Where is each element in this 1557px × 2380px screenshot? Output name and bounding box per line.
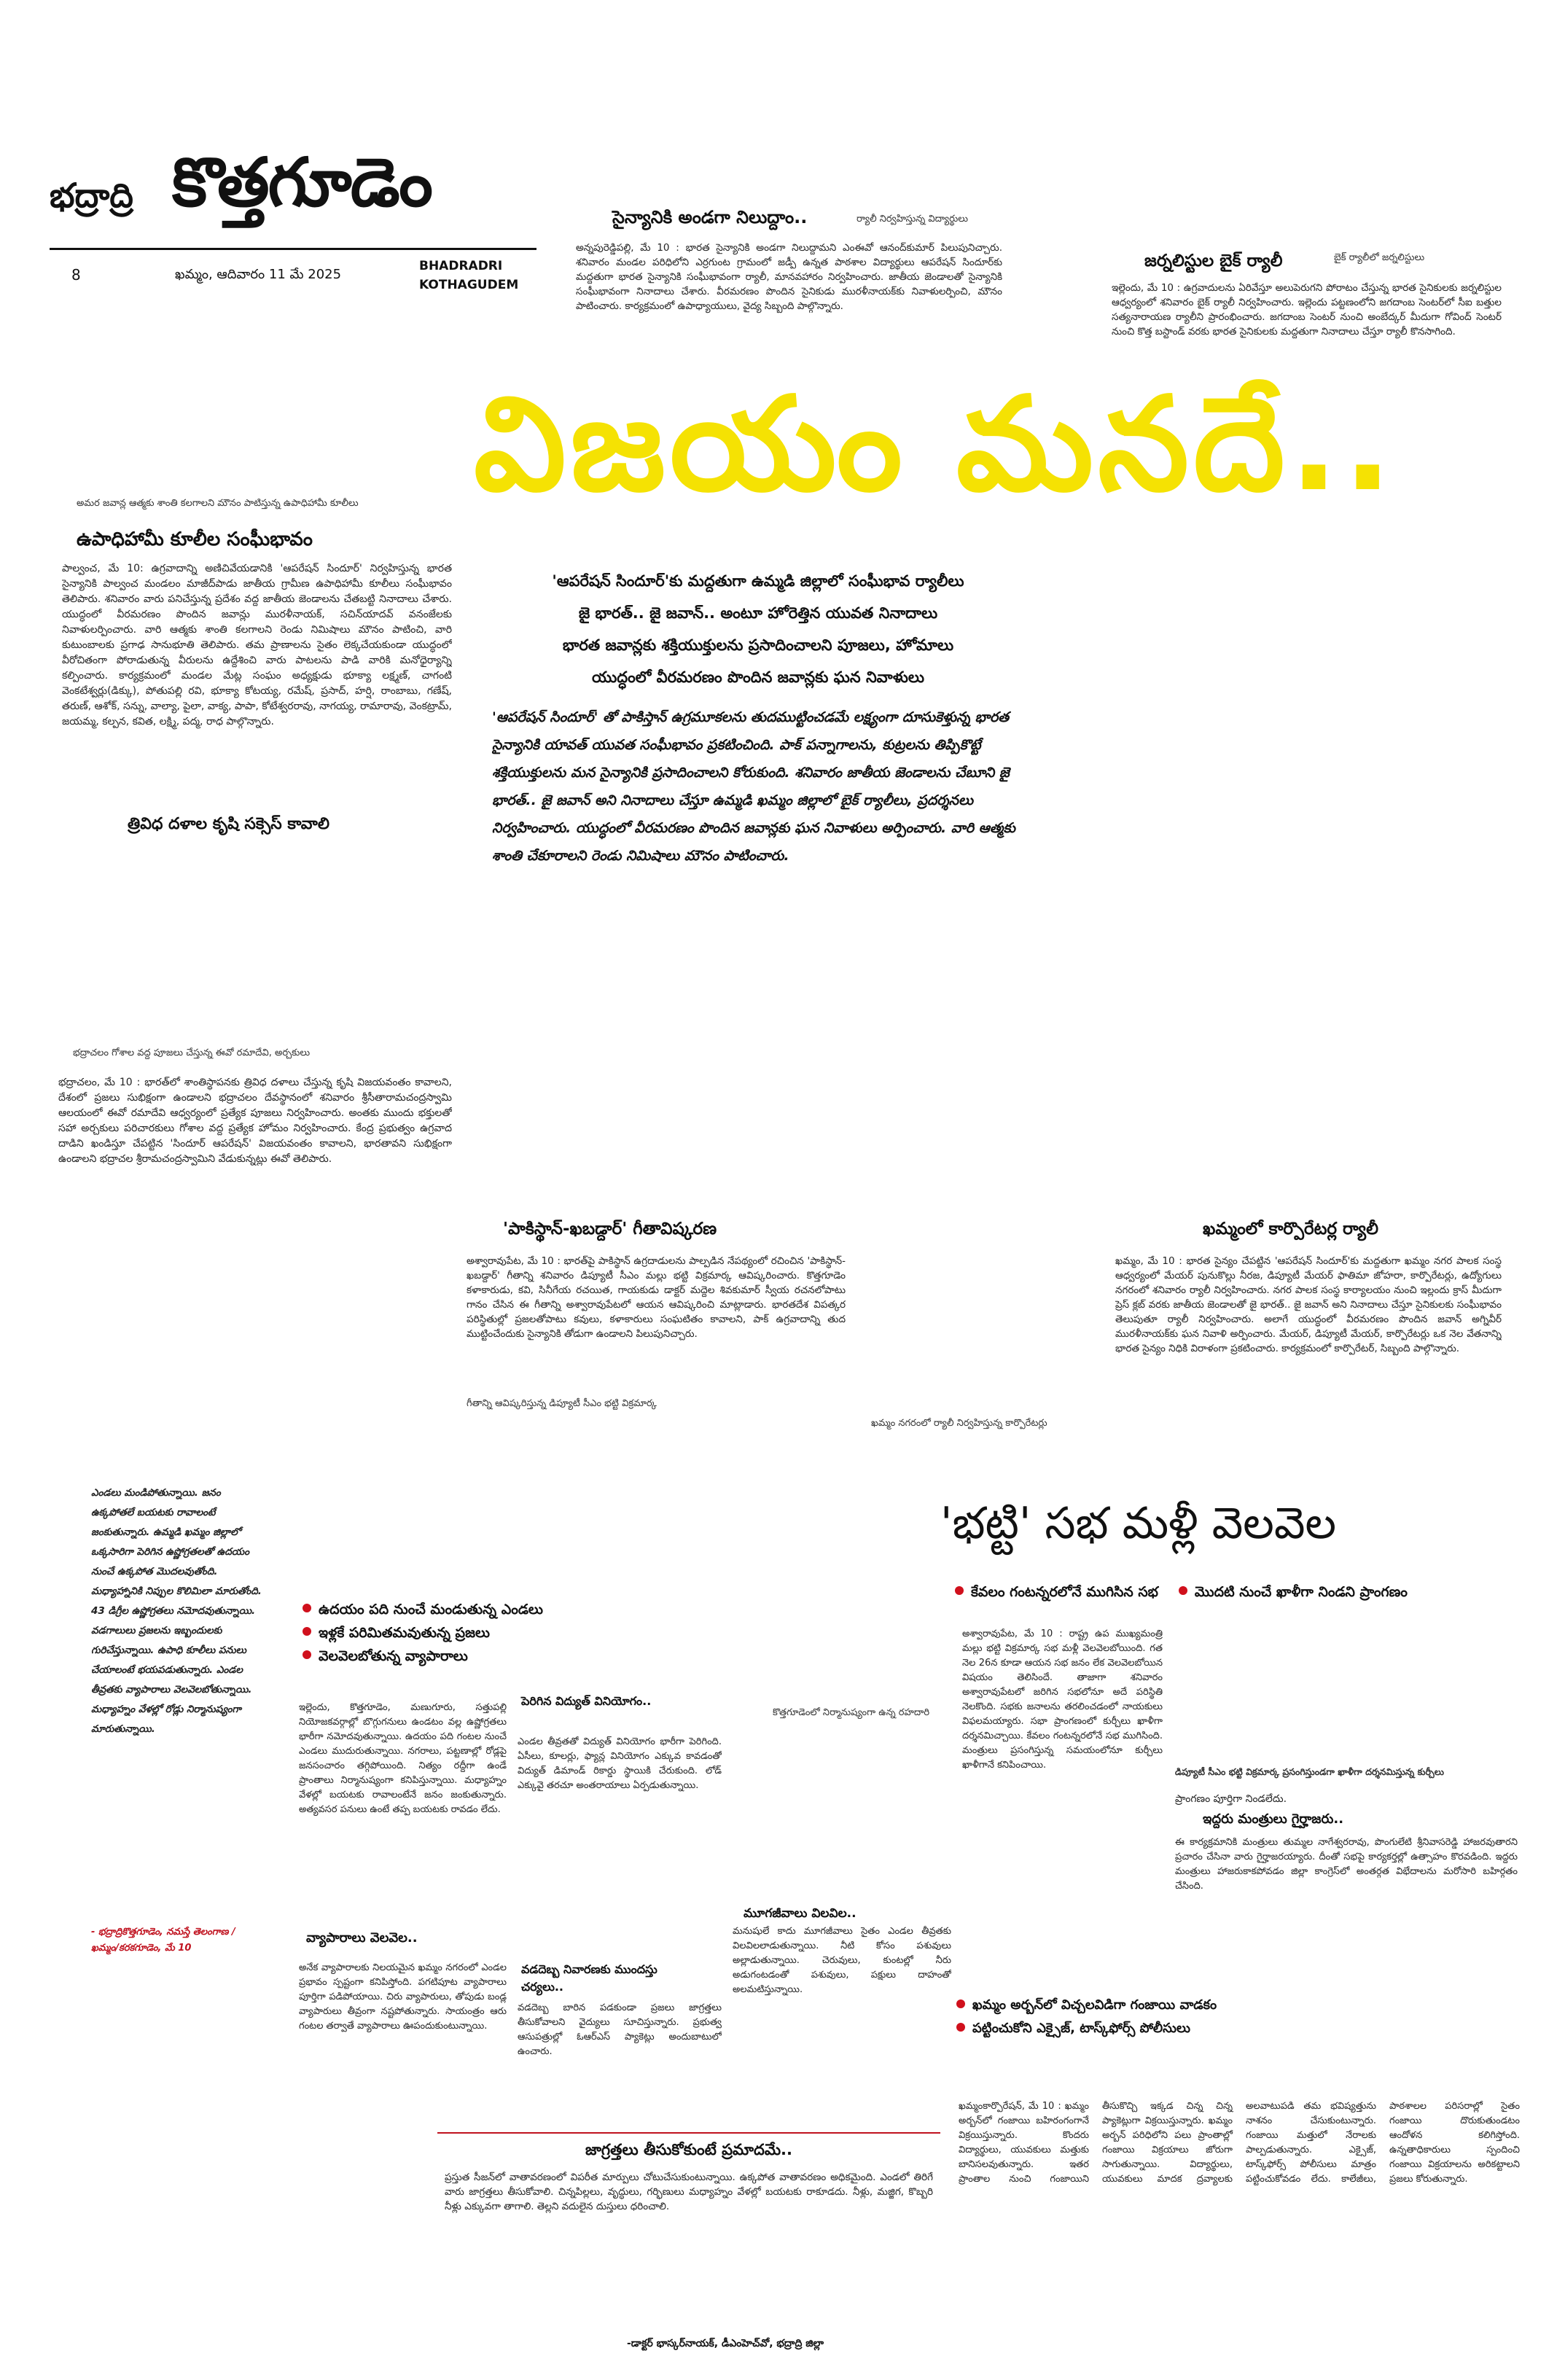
page-number: 8: [71, 266, 81, 284]
english-label-line1: BHADRADRI: [419, 259, 503, 273]
story-subheading: వడదెబ్బ నివారణకు ముందస్తు చర్యలు..: [521, 1962, 657, 1994]
story-body: అన్నపురెడ్డిపల్లి, మే 10 : భారత సైన్యానికి అండగా నిలుద్దామని ఎంఈవో ఆనంద్‌కుమార్ పిలుపునిచ్చారు. శనివారం మండల పరిధిలోని ఎర్రగుంట గ్రామంలో జడ్పీ ఉన్నత పాఠశాల విద్యార్థులు ఆపరేషన్ సిందూర్‌కు మద్దతుగా భారత సైన్యానికి సంఘీభావంగా ర్యాలీ, మానవహారం నిర్వహించారు. జాతీయ జెండాలతో సైన్యానికి సంఘీభావంగా నినాదాలు చేశారు. వీరమరణం పొందిన సైనికుడు మురళీనాయక్‌కు నివాళులర్పించి, మౌనం పాటించారు. కార్యక్రమంలో ఉపాధ్యాయులు, వైద్య సిబ్బంది పాల్గొన్నారు.: [576, 242, 1002, 312]
story-subheading: ఇద్దరు మంత్రులు గైర్హాజరు..: [1203, 1811, 1344, 1827]
photo-caption: బైక్ ర్యాలీలో జర్నలిస్టులు: [1334, 252, 1425, 263]
story-body: ఖమ్మం, మే 10 : భారత సైన్యం చేపట్టిన 'ఆపరేషన్ సిందూర్'కు మద్దతుగా ఖమ్మం నగర పాలక సంస్థ ఆధ్వర్యంలో మేయర్ పునుకొల్లు నీరజ, డిప్యూటీ మేయర్ ఫాతిమా జోహరా, కార్పొరేటర్లు, ఉద్యోగులు నగరంలో శనివారం ర్యాలీ నిర్వహించారు. నగర పాలక సంస్థ కార్యాలయం నుంచి ఇల్లందు క్రాస్ మీదుగా ప్రెస్ క్లబ్ వరకు జాతీయ జెండాలతో జై భారత్.. జై జవాన్ అని నినాదాలు చేస్తూ సైనికులకు సంఘీభావం తెలుపుతూ ర్యాలీ నిర్వహించారు. అలాగే యుద్ధంలో వీరమరణం పొందిన జవాన్ అగ్నివీర్ మురళీనాయక్‌కు ఘన నివాళి అర్పించారు. మేయర్, డిప్యూటీ మేయర్, కార్పొరేటర్లు ఒక నెల వేతనాన్ని భారత సైన్యం నిధికి విరాళంగా ప్రకటించారు. కార్యక్రమంలో కార్పొరేటర్, సిబ్బంది పాల్గొన్నారు.: [1115, 1255, 1502, 1354]
bullet-dot-icon: [956, 2023, 965, 2032]
subhead-line: భారత జవాన్లకు శక్తియుక్తులను ప్రసాదించాలని పూజలు, హోమాలు: [562, 636, 954, 654]
bullet-text: ఉదయం పది నుంచే మండుతున్న ఎండలు: [319, 1601, 543, 1618]
story-subheading: పెరిగిన విద్యుత్ వినియోగం..: [521, 1694, 652, 1708]
story-body: వడదెబ్బ బారిన పడకుండా ప్రజలు జాగ్రత్తలు తీసుకోవాలని వైద్యులు సూచిస్తున్నారు. ప్రభుత్వ ఆసుపత్రుల్లో ఓఆర్ఎస్ ప్యాకెట్లు అందుబాటులో ఉంచారు.: [518, 2002, 722, 2057]
bullet-item: [303, 1598, 711, 1621]
story-body: ఎండల తీవ్రతతో విద్యుత్ వినియోగం భారీగా పెరిగింది. ఏసీలు, కూలర్లు, ఫ్యాన్ల వినియోగం ఎక్కువ కావడంతో విద్యుత్ డిమాండ్ రికార్డు స్థాయికి చేరుకుంది. లోడ్ ఎక్కువై తరచూ అంతరాయాలు ఏర్పడుతున్నాయి.: [518, 1736, 722, 1791]
story-subheading: వ్యాపారాలు వెలవెల..: [306, 1930, 418, 1946]
bullet-item: [303, 1644, 711, 1668]
story-headline: జర్నలిస్టుల బైక్ ర్యాలీ: [1144, 251, 1283, 270]
story-subheadline: త్రివిధ దళాల కృషి సక్సెస్ కావాలి: [128, 815, 329, 833]
subhead-line: 'ఆపరేషన్ సిందూర్'కు మద్దతుగా ఉమ్మడి జిల్లాలో సంఘీభావ ర్యాలీలు: [552, 572, 964, 590]
bullet-dot-icon: [956, 1999, 965, 2008]
story-body: అశ్వారావుపేట, మే 10 : భారత్‌పై పాకిస్థాన్ ఉగ్రదాడులను పాల్పడిన నేపథ్యంలో రచించిన 'పాకిస్థాన్-ఖబడ్దార్' గీతాన్ని శనివారం డిప్యూటీ సీఎం మల్లు భట్టి విక్రమార్క ఆవిష్కరించారు. కొత్తగూడెం కళాకారుడు, కవి, సినీగేయ రచయిత, గాయకుడు డాక్టర్ మద్దెల శివకుమార్ స్వీయ రచనలోపాటు గానం చేసిన ఈ గీతాన్ని అశ్వారావుపేటలో ఆయన ఆవిష్కరించి మాట్లాడారు. భారతదేశ విపత్కర పరిస్థితుల్లో ప్రజలతోపాటు కవులు, కళాకారులు సంఘటితం కావాలని, పాక్ ఉగ్రవాదాన్ని తుద ముట్టించేందుకు సైన్యానికి తోడుగా ఉండాలని పిలుపునిచ్చారు.: [467, 1255, 846, 1340]
bullet-dot-icon: [303, 1627, 311, 1636]
story-body: ఇల్లెందు, కొత్తగూడెం, మణుగూరు, సత్తుపల్లి నియోజకవర్గాల్లో బొగ్గుగనులు ఉండటం వల్ల ఉష్ణోగ్రతలు భారీగా నమోదవుతున్నాయి. ఉదయం పది గంటల నుంచే ఎండలు ముదురుతున్నాయి. నగరాలు, పట్టణాల్లో రోడ్లపై జనసంచారం తగ్గిపోయింది. నిత్యం రద్దీగా ఉండే ప్రాంతాలు నిర్మానుష్యంగా కనిపిస్తున్నాయి. మధ్యాహ్నం వేళల్లో బయటకు రావాలంటేనే జనం జంకుతున్నారు. అత్యవసర పనులు ఉంటే తప్ప బయటకు రావడం లేదు.: [299, 1702, 507, 1815]
photo-caption: కొత్తగూడెంలో నిర్మానుష్యంగా ఉన్న రహదారి: [773, 1707, 930, 1718]
tips-box: [437, 2132, 940, 2363]
subhead-line: జై భారత్.. జై జవాన్.. అంటూ హోరెత్తిన యువత నినాదాలు: [578, 604, 938, 622]
ganja-bullets: [956, 1994, 1219, 2040]
bullet-dot-icon: [1179, 1586, 1187, 1595]
tips-box-credit: -డాక్టర్ భాస్కర్‌నాయక్, డీఎంహెచ్‌వో, భద్రాద్రి జిల్లా: [627, 2338, 824, 2349]
story-body: పాల్వంచ, మే 10: ఉగ్రవాదాన్ని అణిచివేయడానికి 'ఆపరేషన్ సిందూర్' నిర్వహిస్తున్న భారత సైన్యానికి పాల్వంచ మండలం మాజీద్‌పాడు జాతీయ గ్రామీణ ఉపాధిహామీ కూలీలు సంఘీభావం తెలిపారు. శనివారం వారు పనిచేస్తున్న ప్రదేశం వద్ద జాతీయ జెండాలను చేతబట్టి నినాదాలు చేశారు. యుద్ధంలో వీరమరణం పొందిన జవాన్లు మురళీనాయక్, సచిన్‌యాదవ్ వనంజేలకు నివాళులర్పించారు. వారి ఆత్మకు శాంతి కలగాలని రెండు నిమిషాలు మౌనం పాటించి, వారి కుటుంబాలకు ప్రగాఢ సానుభూతి తెలిపారు. తమ ప్రాణాలను సైతం లెక్కచేయకుండా యుద్ధంలో వీరోచితంగా పోరాడుతున్న వీరులను ఉద్దేశించి వారు పాటలను పాడి వారికి మనోధైర్యాన్ని కల్పించారు. కార్యక్రమంలో మండల మేట్ల సంఘం అధ్యక్షుడు భూక్యా లక్ష్మణ్, చాగంటి వెంకటేశ్వర్లు(డిక్కు), పోతుపల్లి రవి, భూక్యా కోటయ్య, రమేష్, ప్రసాద్, హర్షి, రాంబాబు, గణేష్, తరుణ్, ఆశోక్, సన్ను, వాల్యా, పైలా, వాక్య, పాపా, కోటేశ్వరరావు, నాగయ్య, రామారావు, వెంకట్రామ్, జయమ్మ, కల్పన, కవిత, లక్ష్మి, పద్మ, రాధ పాల్గొన్నారు.: [62, 563, 452, 727]
bullet-item: [956, 2017, 1219, 2040]
story-body: అశ్వారావుపేట, మే 10 : రాష్ట్ర ఉప ముఖ్యమంత్రి మల్లు భట్టి విక్రమార్క సభ మళ్లీ వెలవెలబోయింది. గత నెల 26న కూడా ఆయన సభ జనం లేక వెలవెలబోయిన విషయం తెలిసిందే. తాజాగా శనివారం అశ్వారావుపేటలో జరిగిన సభలోనూ అదే పరిస్థితి నెలకొంది. సభకు జనాలను తరలించడంలో నాయకులు విఫలమయ్యారు. సభా ప్రాంగణంలో కుర్చీలు ఖాళీగా దర్శనమిచ్చాయి. కేవలం గంటన్నరలోనే సభ ముగిసింది. మంత్రులు ప్రసంగిస్తున్న సమయంలోనూ కుర్చీలు ఖాళీగానే కనిపించాయి.: [962, 1628, 1163, 1771]
bullet-item: [1179, 1580, 1408, 1604]
masthead-prefix: భద్రాద్రి: [50, 176, 133, 215]
bullet-item: [956, 1994, 1219, 2017]
bullet-text: ఇళ్లకే పరిమితమవుతున్న ప్రజలు: [319, 1625, 490, 1641]
bullet-dot-icon: [955, 1586, 964, 1595]
bullet-text: మొదటి నుంచే ఖాళీగా నిండని ప్రాంగణం: [1194, 1584, 1408, 1600]
heat-credit: [91, 1924, 281, 1956]
story-headline: 'భట్టి' సభ మళ్లీ వెలవెల: [940, 1498, 1337, 1549]
story-body: ఖమ్మంకార్పొరేషన్, మే 10 : ఖమ్మం అర్బన్‌లో గంజాయి బహిరంగంగానే విక్రయిస్తున్నారు. కొందరు విద్యార్థులు, యువకులు మత్తుకు బానిసలవుతున్నారు. ఇతర ప్రాంతాల నుంచి గంజాయిని తీసుకొచ్చి ఇక్కడ చిన్న చిన్న ప్యాకెట్లుగా విక్రయిస్తున్నారు. ఖమ్మం అర్బన్ పరిధిలోని పలు ప్రాంతాల్లో గంజాయి విక్రయాలు జోరుగా సాగుతున్నాయి. విద్యార్థులు, యువకులు మాదక ద్రవ్యాలకు అలవాటుపడి తమ భవిష్యత్తును నాశనం చేసుకుంటున్నారు. గంజాయి మత్తులో నేరాలకు పాల్పడుతున్నారు. ఎక్సైజ్, టాస్క్‌ఫోర్స్ పోలీసులు మాత్రం పట్టించుకోవడం లేదు. కాలేజీలు, పాఠశాలల పరిసరాల్లో సైతం గంజాయి దొరుకుతుండటం ఆందోళన కలిగిస్తోంది. ఉన్నతాధికారులు స్పందించి గంజాయి విక్రయాలను అరికట్టాలని ప్రజలు కోరుతున్నారు.: [959, 2101, 1520, 2185]
heat-bullets: [303, 1598, 711, 1668]
story-kicker: అమర జవాన్ల ఆత్మకు శాంతి కలగాలని మౌనం పాటిస్తున్న ఉపాధిహామీ కూలీలు: [77, 498, 359, 509]
bhatti-bullets: [955, 1580, 1523, 1604]
bullet-text: వెలవెలబోతున్న వ్యాపారాలు: [319, 1648, 468, 1664]
english-label-line2: KOTHAGUDEM: [419, 278, 519, 292]
story-body: ప్రాంగణం పూర్తిగా నిండలేదు.: [1175, 1793, 1287, 1805]
bullet-text: కేవలం గంటన్నరలోనే ముగిసిన సభ: [971, 1584, 1158, 1600]
story-body: మనుషులే కాదు మూగజీవాలు సైతం ఎండల తీవ్రతకు విలవిలలాడుతున్నాయి. నీటి కోసం పశువులు అల్లాడుతున్నాయి. చెరువులు, కుంటల్లో నీరు అడుగంటడంతో పశువులు, పక్షులు దాహంతో అలమటిస్తున్నాయి.: [733, 1926, 951, 1995]
tips-box-body: ప్రస్తుత సీజన్‌లో వాతావరణంలో విపరీత మార్పులు చోటుచేసుకుంటున్నాయి. ఉక్కపోత వాతావరణం అధికమైంది. ఎండలో తిరిగే వారు జాగ్రత్తలు తీసుకోవాలి. చిన్నపిల్లలు, వృద్ధులు, గర్భిణులు మధ్యాహ్నం వేళల్లో బయటకు రాకూడదు. నీళ్లు, మజ్జిగ, కొబ్బరి నీళ్లు ఎక్కువగా తాగాలి. తెల్లని వదులైన దుస్తులు ధరించాలి.: [445, 2172, 933, 2212]
bullet-dot-icon: [303, 1650, 311, 1659]
story-headline: సైన్యానికి అండగా నిలుద్దాం..: [612, 207, 808, 227]
story-body: అనేక వ్యాపారాలకు నిలయమైన ఖమ్మం నగరంలో ఎండల ప్రభావం స్పష్టంగా కనిపిస్తోంది. పగటిపూట వ్యాపారాలు పూర్తిగా పడిపోయాయి. చిరు వ్యాపారులు, తోపుడు బండ్ల వ్యాపారులు తీవ్రంగా నష్టపోతున్నారు. సాయంత్రం ఆరు గంటల తర్వాతే వ్యాపారాలు ఊపందుకుంటున్నాయి.: [299, 1962, 507, 2032]
english-label: [419, 257, 518, 294]
issue-date: ఖమ్మం, ఆదివారం 11 మే 2025: [175, 267, 342, 282]
banner-intro: 'ఆపరేషన్ సిందూర్' తో పాకిస్తాన్ ఉగ్రమూకలను తుదముట్టించడమే లక్ష్యంగా దూసుకెళ్తున్న భారత సైన్యానికి యావత్ యువత సంఘీభావం ప్రకటించింది. పాక్ పన్నాగాలను, కుట్రలను తిప్పికొట్టే శక్తియుక్తులను మన సైన్యానికి ప్రసాదించాలని కోరుకుంది. శనివారం జాతీయ జెండాలను చేబూని జై భారత్.. జై జవాన్ అని నినాదాలు చేస్తూ ఉమ్మడి ఖమ్మం జిల్లాలో బైక్ ర్యాలీలు, ప్రదర్శనలు నిర్వహించారు. యుద్ధంలో వీరమరణం పొందిన జవాన్లకు ఘన నివాళులు అర్పించారు. వారి ఆత్మకు శాంతి చేకూరాలని రెండు నిమిషాలు మౌనం పాటించారు.: [492, 709, 1015, 864]
story-headline: 'పాకిస్థాన్-ఖబడ్దార్' గీతావిష్కరణ: [503, 1220, 717, 1238]
bullet-item: [955, 1580, 1158, 1604]
photo-caption: గీతాన్ని ఆవిష్కరిస్తున్న డిప్యూటీ సీఎం భట్టి విక్రమార్క: [467, 1398, 657, 1409]
banner-headline: విజయం మనదే..: [474, 369, 1397, 520]
photo-caption: ఖమ్మం నగరంలో ర్యాలీ నిర్వహిస్తున్న కార్పొరేటర్లు: [871, 1418, 1047, 1429]
masthead-title: కొత్తగూడెం: [172, 144, 432, 222]
photo-caption: భద్రాచలం గోశాల వద్ద పూజలు చేస్తున్న ఈవో రమాదేవి, అర్చకులు: [73, 1047, 311, 1058]
story-subheading: మూగజీవాలు విలవిల..: [744, 1906, 856, 1921]
masthead: [50, 144, 531, 244]
masthead-rule: [50, 248, 536, 250]
bullet-item: [303, 1621, 711, 1644]
bullet-dot-icon: [303, 1604, 311, 1612]
bullet-text: పట్టించుకోని ఎక్సైజ్, టాస్క్‌ఫోర్స్ పోలీసులు: [972, 2021, 1190, 2036]
heat-column: ఎండలు మండిపోతున్నాయి. జనం ఉక్కపోతలే బయటకు రావాలంటే జంకుతున్నారు. ఉమ్మడి ఖమ్మం జిల్లాలో ఒక్కసారిగా పెరిగిన ఉష్ణోగ్రతలతో ఉదయం నుంచే ఉక్కపోత మొదలవుతోంది. మధ్యాహ్నానికి నిప్పుల కొలిమిలా మారుతోంది. 43 డిగ్రీల ఉష్ణోగ్రతలు నమోదవుతున్నాయి. వడగాలులు ప్రజలను ఇబ్బందులకు గురిచేస్తున్నాయి. ఉపాధి కూలీలు పనులు చేయాలంటే భయపడుతున్నారు. ఎండల తీవ్రతకు వ్యాపారాలు వెలవెలబోతున్నాయి. మధ్యాహ్నం వేళల్లో రోడ్లు నిర్మానుష్యంగా మారుతున్నాయి.: [91, 1487, 262, 1735]
story-body: ఈ కార్యక్రమానికి మంత్రులు తుమ్మల నాగేశ్వరరావు, పొంగులేటి శ్రీనివాసరెడ్డి హాజరవుతారని ప్రచారం చేసినా వారు గైర్హాజరయ్యారు. దీంతో సభపై కార్యకర్తల్లో ఉత్సాహం కొరవడింది. ఇద్దరు మంత్రులు హాజరుకాకపోవడం జిల్లా కాంగ్రెస్‌లో అంతర్గత విభేదాలను మరోసారి బహిర్గతం చేసింది.: [1175, 1837, 1518, 1892]
story-headline: ఖమ్మంలో కార్పొరేటర్ల ర్యాలీ: [1203, 1220, 1378, 1238]
photo-caption: డిప్యూటీ సీఎం భట్టి విక్రమార్క ప్రసంగిస్తుండగా ఖాళీగా దర్శనమిస్తున్న కుర్చీలు: [1175, 1766, 1444, 1777]
tips-box-title: జాగ్రత్తలు తీసుకోకుంటే ప్రమాదమే..: [585, 2141, 793, 2158]
credit-line: ఖమ్మం/కరకగూడెం, మే 10: [91, 1943, 192, 1954]
bullet-text: ఖమ్మం అర్బన్‌లో విచ్చలవిడిగా గంజాయి వాడకం: [972, 1997, 1217, 2013]
credit-line: - భద్రాద్రికొత్తగూడెం, నమస్తే తెలంగాణ /: [91, 1927, 235, 1938]
photo-caption: ర్యాలీ నిర్వహిస్తున్న విద్యార్థులు: [856, 214, 968, 225]
story-body: భద్రాచలం, మే 10 : భారత్‌లో శాంతిస్థాపనకు త్రివిధ దళాలు చేస్తున్న కృషి విజయవంతం కావాలని, దేశంలో ప్రజలు సుభిక్షంగా ఉండాలని భద్రాచలం దేవస్థానంలో శనివారం శ్రీసీతారామచంద్రస్వామి ఆలయంలో ఈవో రమాదేవి ఆధ్వర్యంలో ప్రత్యేక పూజలు నిర్వహించారు. అంతకు ముందు భక్తులతో సహా అర్చకులు పరిచారకులు గోశాల వద్ద ప్రత్యేక హోమం నిర్వహించారు. కేంద్ర ప్రభుత్వం ఉగ్రవాద దాడిని ఖండిస్తూ చేపట్టిన 'సిందూర్ ఆపరేషన్' విజయవంతం కావాలని, భారతావని సుభిక్షంగా ఉండాలని భద్రాచల శ్రీరామచంద్రస్వామిని వేడుకున్నట్లు ఈవో తెలిపారు.: [58, 1077, 452, 1165]
subhead-line: యుద్ధంలో వీరమరణం పొందిన జవాన్లకు ఘన నివాళులు: [591, 668, 924, 686]
story-body: ఇల్లెందు, మే 10 : ఉగ్రవాదులను ఏరివేస్తూ అలుపెరుగని పోరాటం చేస్తున్న భారత సైనికులకు జర్నలిస్టుల ఆధ్వర్యంలో శనివారం బైక్ ర్యాలీ నిర్వహించారు. ఇల్లెందు పట్టణంలోని జగదాంబ సెంటర్‌లో సీఐ బత్తుల సత్యనారాయణ ర్యాలీని ప్రారంభించారు. జగదాంబ సెంటర్ నుంచి అంబేద్కర్ మీదుగా గోవింద్ సెంటర్ నుంచి కొత్త బస్టాండ్ వరకు భారత సైనికులకు మద్దతుగా నినాదాలు చేస్తూ ర్యాలీ కొనసాగింది.: [1112, 282, 1502, 338]
banner-subheads: [503, 565, 1013, 693]
story-headline: ఉపాధిహామీ కూలీల సంఘీభావం: [77, 528, 313, 550]
